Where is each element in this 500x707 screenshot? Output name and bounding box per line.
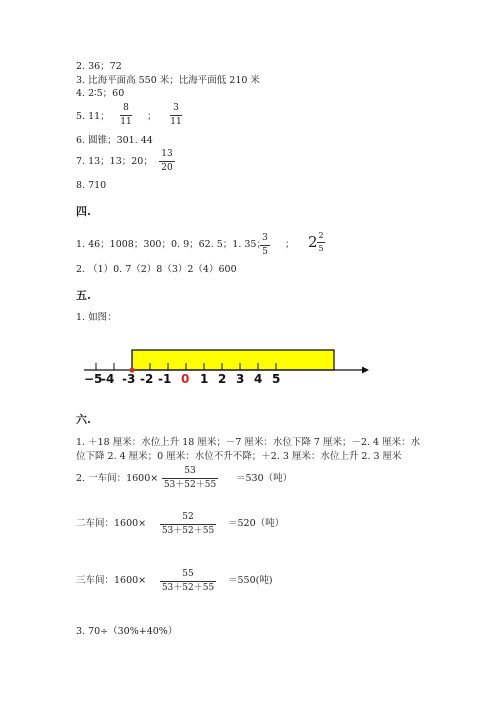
highlight-rectangle bbox=[132, 350, 334, 370]
fraction-numerator: 3 bbox=[262, 233, 268, 243]
fraction-denominator: 5 bbox=[262, 247, 268, 257]
section-4-item-1-fraction bbox=[260, 234, 270, 257]
section-4-item-2: 2. （1）0. 7（2）8（3）2（4）600 bbox=[76, 264, 237, 275]
fraction-numerator: 3 bbox=[173, 103, 179, 113]
tick-label: -1 bbox=[158, 372, 172, 386]
section-4-heading: 四. bbox=[76, 205, 91, 218]
tick-label: 5 bbox=[272, 372, 281, 386]
fraction-numerator: 2 bbox=[318, 231, 324, 240]
mixed-number-whole: 2 bbox=[308, 233, 318, 251]
workshop-1-result: ＝530（吨） bbox=[236, 473, 293, 484]
workshop-3-prefix: 三车间：1600× bbox=[76, 575, 147, 586]
answer-7-prefix: 7. 13；13；20； bbox=[76, 156, 153, 167]
fraction-numerator: 13 bbox=[161, 149, 173, 159]
workshop-2-result: ＝520（吨） bbox=[228, 518, 285, 529]
fraction-denominator: 11 bbox=[120, 117, 132, 127]
answer-5-prefix: 5. 11； bbox=[76, 111, 110, 122]
answer-7-fraction bbox=[159, 150, 175, 173]
section-4-item-1-prefix: 1. 46；1008；300；0. 9；62. 5；1. 35； bbox=[76, 239, 266, 250]
section-5-heading: 五. bbox=[76, 289, 91, 302]
section-6-heading: 六. bbox=[76, 413, 91, 426]
workshop-2-fraction bbox=[160, 513, 216, 536]
answer-6: 6. 圆锥；301. 44 bbox=[76, 135, 153, 146]
answer-5-separator: ； bbox=[147, 111, 157, 122]
number-line-figure bbox=[80, 343, 370, 393]
answer-8: 8. 710 bbox=[76, 180, 107, 191]
section-4-item-1-separator: ； bbox=[285, 239, 295, 250]
fraction-numerator: 52 bbox=[182, 512, 194, 522]
section-6-item-3: 3. 70÷（30%+40%） bbox=[76, 626, 178, 637]
zero-label: 0 bbox=[181, 372, 190, 386]
fraction-denominator: 53＋52＋55 bbox=[163, 480, 217, 490]
section-5-item-1: 1. 如图： bbox=[76, 312, 117, 323]
fraction-denominator: 5 bbox=[318, 244, 324, 253]
section-6-item-1-line-2: 位下降 2. 4 厘米；0 厘米：水位不升不降；＋2. 3 厘米：水位上升 2. 3 厘米 bbox=[76, 451, 402, 462]
tick-label: 4 bbox=[254, 372, 263, 386]
tick-label: -4 bbox=[101, 372, 115, 386]
arrow-head-icon bbox=[362, 367, 369, 374]
workshop-1-prefix: 2. 一车间：1600× bbox=[76, 473, 159, 484]
answer-5-fraction-1 bbox=[120, 104, 132, 127]
fraction-denominator: 20 bbox=[161, 163, 173, 173]
fraction-numerator: 53 bbox=[184, 466, 196, 476]
tick-label: −5 bbox=[84, 372, 103, 386]
workshop-3-result: ＝550(吨) bbox=[228, 575, 273, 586]
tick-label: -3 bbox=[122, 372, 136, 386]
fraction-numerator: 8 bbox=[123, 103, 129, 113]
workshop-3-fraction bbox=[160, 570, 216, 593]
fraction-denominator: 11 bbox=[170, 117, 182, 127]
workshop-1-fraction bbox=[162, 467, 218, 490]
answer-4: 4. 2∶5；60 bbox=[76, 88, 125, 99]
tick-label: 3 bbox=[236, 372, 245, 386]
fraction-denominator: 53＋52＋55 bbox=[161, 583, 215, 593]
workshop-2-prefix: 二车间：1600× bbox=[76, 518, 147, 529]
mixed-number-fraction bbox=[317, 232, 325, 253]
answer-3: 3. 比海平面高 550 米；比海平面低 210 米 bbox=[76, 75, 260, 86]
fraction-numerator: 55 bbox=[182, 569, 194, 579]
answer-5-fraction-2 bbox=[170, 104, 182, 127]
fraction-denominator: 53＋52＋55 bbox=[161, 526, 215, 536]
tick-label: 1 bbox=[200, 372, 209, 386]
answer-2: 2. 36；72 bbox=[76, 61, 122, 72]
tick-label: 2 bbox=[218, 372, 227, 386]
tick-label: -2 bbox=[140, 372, 154, 386]
section-6-item-1-line-1: 1. ＋18 厘米：水位上升 18 厘米；－7 厘米：水位下降 7 厘米；－2. 4 厘米：水 bbox=[76, 437, 421, 448]
